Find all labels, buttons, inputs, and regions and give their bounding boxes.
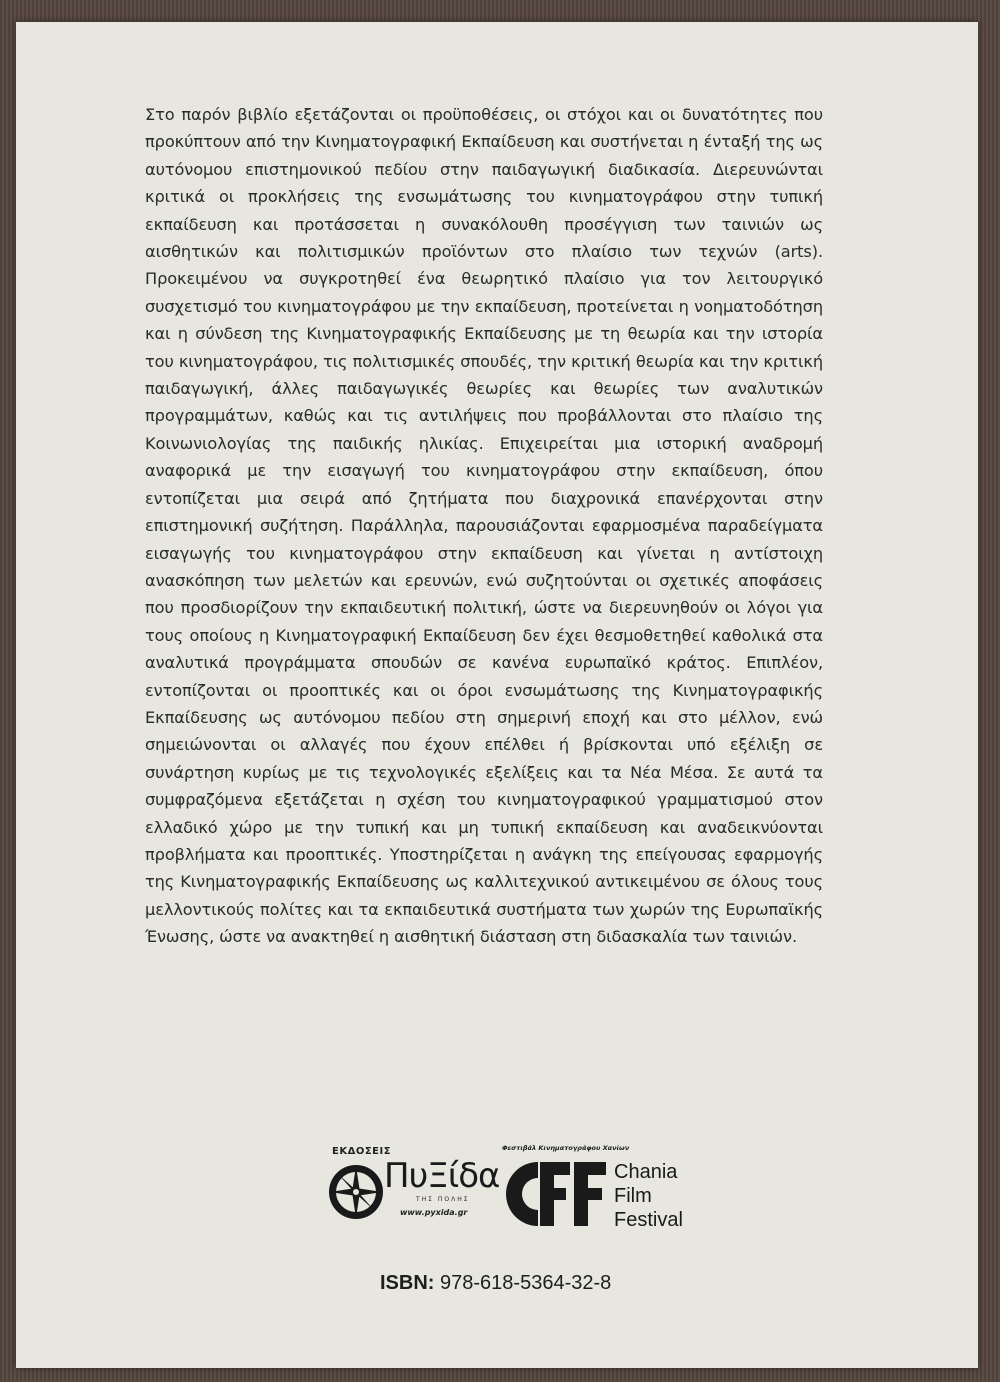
festival-name bbox=[614, 1160, 683, 1232]
publisher-logo-pyxida bbox=[312, 1134, 500, 1244]
logo-row bbox=[312, 1134, 692, 1244]
festival-name-line-1: Chania bbox=[614, 1161, 678, 1183]
festival-logo-cff bbox=[500, 1134, 692, 1244]
isbn-label: ISBN: bbox=[380, 1272, 435, 1294]
isbn-number: 978-618-5364-32-8 bbox=[440, 1272, 612, 1294]
publisher-label-ekdoseis: ΕΚΔΟΣΕΙΣ bbox=[332, 1146, 392, 1157]
back-cover-blurb: Στο παρόν βιβλίο εξετάζονται οι προϋποθέσεις, οι στόχοι και οι δυνατότητες που προκύπτουν από την Κινηματογραφική Εκπαίδευση και συστήνεται η ένταξή της ως αυτόνομου επιστημονικού πεδίου στην παιδαγωγική διαδικασία. Διερευνώνται κριτικά οι προκλήσεις της ενσωμάτωσης του κινηματογράφου στην τυπική εκπαίδευση και προτάσσεται η συνακόλουθη προσέγγιση των ταινιών ως αισθητικών και πολιτισμικών προϊόντων στο πλαίσιο των τεχνών (arts). Προκειμένου να συγκροτηθεί ένα θεωρητικό πλαίσιο για τον λειτουργικό συσχετισμό του κινηματογράφου με την εκπαίδευση, προτείνεται η νοηματοδότηση και η σύνδεση της Κινηματογραφικής Εκπαίδευσης με τη θεωρία και την ιστορία του κινηματογράφου, τις πολιτισμικές σπουδές, την κριτική θεωρία και την κριτική παιδαγωγική, άλλες παιδαγωγικές θεωρίες και θεωρίες των αναλυτικών προγραμμάτων, καθώς και τις αντιλήψεις που προβάλλονται στο πλαίσιο της Κοινωνιολογίας της παιδικής ηλικίας. Επιχειρείται μια ιστορική αναδρομή αναφορικά με την εισαγωγή του κινηματογράφου στην εκπαίδευση, όπου εντοπίζεται μια σειρά από ζητήματα που διαχρονικά επανέρχονται στην επιστημονική συζήτηση. Παράλληλα, παρουσιάζονται εφαρμοσμένα παραδείγματα εισαγωγής του κινηματογράφου στην εκπαίδευση και γίνεται η αντίστοιχη ανασκόπηση των μελετών και ερευνών, ενώ συζητούνται οι σχετικές αποφάσεις που προσδιορίζουν την εκπαιδευτική πολιτική, ώστε να διερευνηθούν οι λόγοι για τους οποίους η Κινηματογραφική Εκπαίδευση δεν έχει θεσμοθετηθεί καθολικά στα αναλυτικά προγράμματα σπουδών σε κανένα ευρωπαϊκό κράτος. Επιπλέον, εντοπίζονται οι προοπτικές και οι όροι ενσωμάτωσης της Κινηματογραφικής Εκπαίδευσης ως αυτόνομου πεδίου στη σημερινή εποχή και στο μέλλον, ενώ σημειώνονται οι αλλαγές που έχουν επέλθει ή βρίσκονται υπό εξέλιξη σε συνάρτηση κυρίως με τις τεχνολογικές εξελίξεις και τα Νέα Μέσα. Σε αυτά τα συμφραζόμενα εξετάζεται η σχέση του κινηματογραφικού γραμματισμού στον ελλαδικό χώρο με την τυπική και μη τυπική εκπαίδευση και αναδεικνύονται προβλήματα και προοπτικές. Υποστηρίζεται η ανάγκη της επείγουσας εφαρμογής της Κινηματογραφικής Εκπαίδευσης ως καλλιτεχνικού αντικειμένου σε όλους τους μελλοντικούς πολίτες και τα εκπαιδευτικά συστήματα των χωρών της Ευρωπαϊκής Ένωσης, ώστε να ανακτηθεί η αισθητική διάσταση στη διδασκαλία των ταινιών. bbox=[145, 105, 823, 947]
publisher-wordmark: ΠυΞίδα bbox=[384, 1156, 500, 1196]
publisher-url: www.pyxida.gr bbox=[400, 1208, 468, 1217]
festival-tagline: Φεστιβάλ Κινηματογράφου Χανίων bbox=[502, 1144, 630, 1152]
publisher-subtitle: ΤΗΣ ΠΟΛΗΣ bbox=[416, 1196, 470, 1203]
compass-icon bbox=[326, 1162, 386, 1222]
isbn-line bbox=[380, 1272, 611, 1295]
cff-logo-icon bbox=[500, 1154, 610, 1234]
festival-name-line-3: Festival bbox=[614, 1209, 683, 1231]
festival-name-line-2: Film bbox=[614, 1185, 652, 1207]
